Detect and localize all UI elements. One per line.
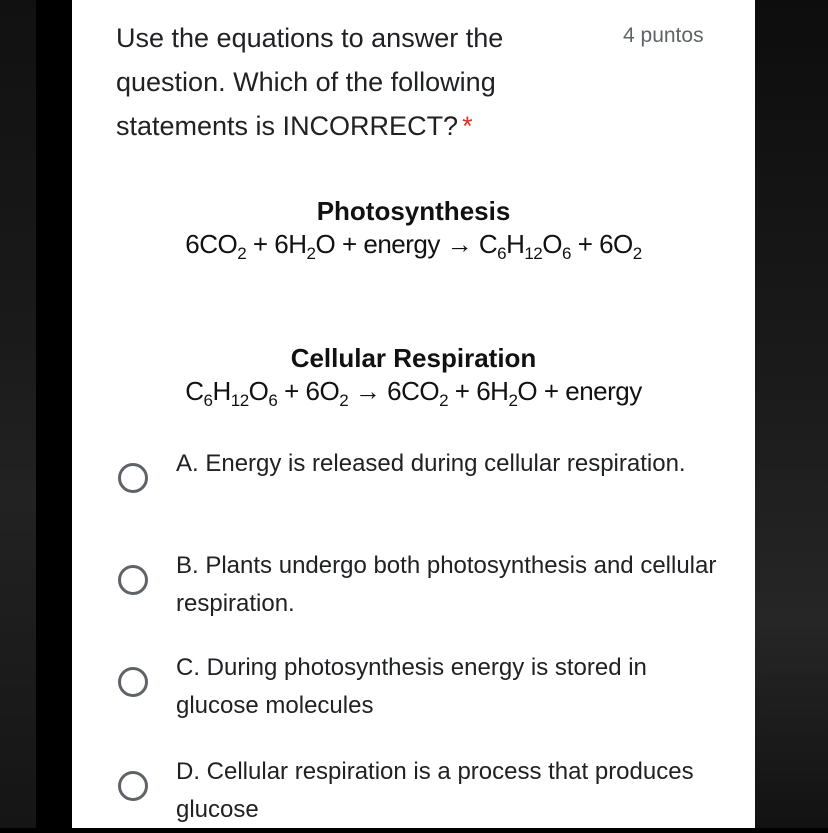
question-card xyxy=(72,0,755,828)
radio-button-b[interactable] xyxy=(118,565,148,595)
option-c[interactable] xyxy=(118,649,738,729)
radio-button-c[interactable] xyxy=(118,667,148,697)
option-d[interactable] xyxy=(118,753,738,833)
option-c-label: C. During photosynthesis energy is stored in glucose molecules xyxy=(176,654,647,719)
radio-button-d[interactable] xyxy=(118,771,148,801)
photosynthesis-block xyxy=(72,195,755,261)
radio-button-a[interactable] xyxy=(118,463,148,493)
points-label: 4 puntos xyxy=(623,24,704,47)
respiration-equation: $C_6H_{12}O_6 + 6O_2 \to 6CO_2 + 6H_2O$ + energy xyxy=(185,376,642,410)
background-left xyxy=(0,0,36,828)
photosynthesis-heading: Photosynthesis xyxy=(316,196,511,226)
photosynthesis-equation: $6CO_2 + 6H_2O$ + energy → $C_6H_{12}O_6 + 6O_2$ xyxy=(185,229,642,263)
option-d-label: D. Cellular respiration is a process that produces glucose xyxy=(176,758,694,823)
option-b[interactable] xyxy=(118,547,738,627)
respiration-block xyxy=(72,342,755,408)
option-a-label: A. Energy is released during cellular respiration. xyxy=(176,450,686,477)
question-text: Use the equations to answer the question. Which of the following statements is INCORRECT? xyxy=(116,23,504,141)
option-b-label: B. Plants undergo both photosynthesis and cellular respiration. xyxy=(176,552,717,617)
background-right xyxy=(755,0,828,828)
option-a[interactable] xyxy=(118,445,738,525)
required-asterisk: * xyxy=(462,111,473,141)
respiration-heading: Cellular Respiration xyxy=(290,343,537,373)
question-title xyxy=(116,16,576,148)
